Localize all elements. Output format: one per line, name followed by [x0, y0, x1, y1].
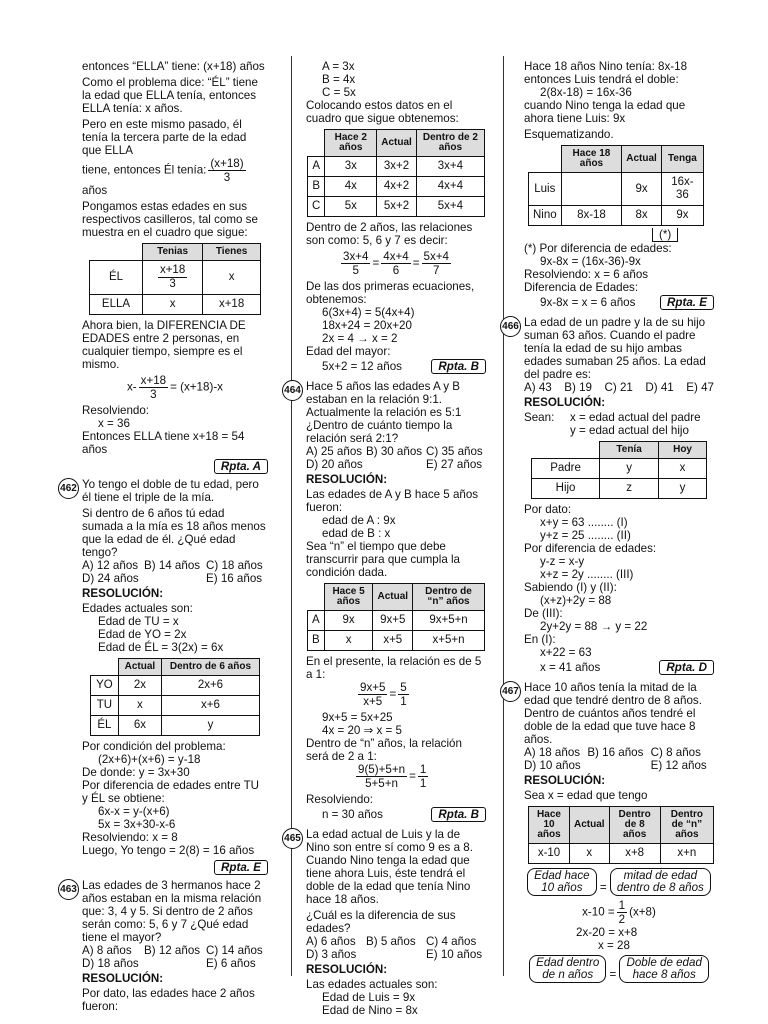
text: Doble de edad: [626, 956, 702, 969]
text-line: 6(3x+4) = 5(4x+4): [322, 306, 415, 319]
table-cell: 2x+6: [161, 676, 259, 696]
text-line: Colocando estos datos en el cuadro que sigue obtenemos:: [306, 99, 459, 125]
table-edad-tengo: [528, 806, 714, 864]
text-line: (x+z)+2y = 88: [540, 594, 612, 607]
table-corner: [308, 130, 325, 157]
word-equation: Edad hace 10 años = mitad de edad dentro de 8 años: [524, 868, 714, 896]
table-cell: x: [570, 844, 610, 864]
text-line: y-z = x-y: [540, 555, 585, 568]
table-cell: 16x-36: [661, 173, 703, 206]
numerator: x+18: [140, 374, 167, 387]
answer-badge: Rpta. E: [660, 295, 714, 310]
table-luis-nino: [528, 145, 704, 226]
problem-statement: Si dentro de 6 años tú edad sumada a la mía es 18 años menos que la edad de él. ¿Qué edad tengo?: [82, 507, 266, 559]
option: E) 12 años: [650, 759, 707, 772]
numerator: 9(5)+5+n: [358, 763, 406, 776]
table-corner: [91, 659, 119, 676]
numerator: x+18: [159, 264, 186, 276]
column-2: [284, 60, 486, 1017]
text-line: Edad de Nino = 8x: [322, 1004, 418, 1017]
table-header: Actual: [622, 146, 662, 173]
table-cell: [142, 261, 202, 295]
text-line: Pero en este mismo pasado, él tenía la tercera parte de la edad que ELLA: [82, 118, 247, 157]
text-line: Edades actuales son:: [82, 602, 193, 615]
text: dentro de 8 años: [616, 881, 704, 894]
table-header: Actual: [118, 659, 161, 676]
text-line: A = 3x: [322, 60, 355, 73]
answer-options: [306, 445, 486, 471]
text: Edad dentro: [536, 956, 600, 969]
text-line: Por condición del problema:: [82, 740, 226, 753]
table-cell: ÉL: [90, 261, 143, 295]
text-line: Edad de YO = 2x: [98, 628, 187, 641]
problem-463: [60, 879, 268, 1013]
table-header: Hace 10 años: [529, 807, 570, 844]
table-cell: YO: [91, 676, 119, 696]
resolution-heading: RESOLUCIÓN:: [524, 774, 606, 787]
text-line: 2x-20 = x+8: [576, 926, 638, 939]
problem-465: [284, 828, 486, 1017]
table-corner: [90, 244, 143, 261]
problem-statement: Las edades de 3 hermanos hace 2 años estaban en la misma relación que: 3, 4 y 5. Si dentro de 2 años serán como: 5, 6 y 7 ¿Qué edad tiene el mayor?: [82, 879, 262, 944]
table-header: Dentro de 6 años: [161, 659, 259, 676]
table-cell: 3x+4: [416, 157, 484, 177]
equation: [524, 899, 714, 926]
table-cell: Hijo: [532, 479, 600, 499]
table-header: Tienes: [203, 244, 261, 261]
table-header: Hace 2 años: [325, 130, 377, 157]
option: B) 12 años: [144, 944, 201, 957]
denominator: 3: [223, 171, 231, 184]
resolution-heading: RESOLUCIÓN:: [306, 963, 388, 976]
resolution-heading: RESOLUCIÓN:: [82, 972, 164, 985]
numerator: 4x+4: [383, 250, 409, 263]
table-cell: x+n: [660, 844, 713, 864]
text-line: C = 5x: [322, 86, 356, 99]
text-line: 9x+5 = 5x+25: [322, 711, 393, 724]
text-line: Resolviendo: x = 6 años: [524, 268, 649, 281]
text-line: Por dato:: [524, 503, 572, 516]
numerator: 5: [400, 681, 407, 694]
text-line: y = edad actual del hijo: [570, 424, 689, 437]
table-ab: [307, 583, 485, 651]
denominator: 1: [400, 695, 407, 708]
table-cell: 4x+4: [416, 177, 484, 197]
denominator: 3: [150, 388, 157, 401]
option: C) 4 años: [426, 935, 477, 948]
answer-badge: Rpta. B: [431, 359, 486, 374]
equation: $\frac{9(5)+5+n}{5+5+n}$ = $\frac{1}{1}$: [358, 763, 427, 790]
denominator: 5: [352, 264, 359, 277]
problem-statement: Hace 10 años tenía la mitad de la edad que tendré dentro de 8 años. Dentro de cuántos años tendré el doble de la edad que tuve hace 8 años.: [524, 681, 702, 746]
text-line: (*) Por diferencia de edades:: [524, 242, 672, 255]
problem-statement: ¿Cuál es la diferencia de sus edades?: [306, 909, 456, 935]
table-cell: 8x-18: [561, 206, 622, 226]
text-line: x = 28: [598, 939, 630, 952]
table-header: Tenga: [661, 146, 703, 173]
problem-statement: Yo tengo el doble de tu edad, pero él tiene el triple de la mía.: [82, 478, 259, 504]
numerator: 3x+4: [343, 250, 369, 263]
denominator: 5+5+n: [365, 777, 398, 790]
problem-number-badge: 467: [500, 681, 521, 702]
table-cell: x: [142, 295, 202, 315]
word-equation: Edad dentro de n años = Doble de edad hace 8 años: [524, 955, 714, 983]
text-line: De donde: y = 3x+30: [82, 766, 190, 779]
numerator: 1: [419, 763, 427, 776]
text-line: Las edades actuales son:: [306, 978, 438, 991]
fraction: [208, 157, 245, 184]
table-header: Hace 5 años: [324, 584, 373, 611]
problem-467: [502, 681, 714, 983]
text-line: Edad de TU = x: [98, 615, 179, 628]
option: A) 8 años: [82, 944, 132, 957]
text-line: Resolviendo:: [306, 793, 374, 806]
text-line: Por diferencia de edades entre TU y ÉL se obtiene:: [82, 779, 260, 805]
table-header: Dentro de “n” años: [413, 584, 485, 611]
table-cell: ELLA: [90, 295, 143, 315]
problem-466: [502, 316, 714, 675]
table-cell: x+5+n: [413, 631, 485, 651]
text-line: 6x-x = y-(x+6): [98, 805, 170, 818]
text: x-10 =: [582, 905, 615, 919]
text-line: Por diferencia de edades:: [524, 542, 657, 555]
text: años: [82, 184, 108, 197]
text-line: Como el problema dice: “ÉL” tiene la edad que ELLA tenía, entonces ELLA tenía: x años.: [82, 76, 258, 115]
text-line: n = 30 años: [322, 807, 383, 821]
answer-badge: Rpta. D: [659, 660, 714, 675]
option: C) 14 años: [206, 944, 263, 957]
option: A) 43: [524, 381, 552, 394]
option: E) 27 años: [426, 458, 483, 471]
table-padre-hijo: [531, 441, 707, 499]
option: D) 18 años: [82, 957, 139, 970]
text-line: Resolviendo: x = 8: [82, 831, 178, 844]
option: A) 18 años: [524, 746, 581, 759]
denominator: 7: [433, 264, 440, 277]
table-cell: 3x+2: [377, 157, 417, 177]
table-cell: z: [600, 479, 659, 499]
option: E) 16 años: [206, 572, 263, 585]
problem-statement: Hace 5 años las edades A y B estaban en la relación 9:1. Actualmente la relación es 5:1 ¿Dentro de cuánto tiempo la relación será 2:1?: [306, 380, 462, 445]
text-line: Entonces ELLA tiene x+18 = 54 años: [82, 430, 245, 456]
option: D) 24 años: [82, 572, 139, 585]
text-line: 2x = 4 → x = 2: [322, 332, 398, 345]
answer-options: [524, 746, 714, 772]
table-header: Hoy: [659, 442, 707, 459]
text-line: x+22 = 63: [540, 646, 592, 659]
numerator: 9x+5: [360, 681, 386, 694]
denominator: 2: [618, 913, 626, 926]
text-line: En (I):: [524, 633, 556, 646]
text-line: 5x+2 = 12 años: [322, 359, 402, 373]
text-line: cuando Nino tenga la edad que ahora tiene Luis: 9x: [524, 99, 686, 125]
text-line: 2(8x-18) = 16x-36: [540, 86, 632, 99]
table-corner: [308, 584, 325, 611]
text-line: 9x-8x = x = 6 años: [540, 295, 636, 309]
table-header: Actual: [570, 807, 610, 844]
table-cell: y: [659, 479, 707, 499]
table-cell: TU: [91, 696, 119, 716]
table-cell: ÉL: [91, 716, 119, 736]
resolution-heading: RESOLUCIÓN:: [524, 396, 606, 409]
option: A) 25 años: [306, 445, 363, 458]
text-line: Dentro de 2 años, las relaciones son como: 5, 6 y 7 es decir:: [306, 221, 473, 247]
text-line: Sea “n” el tiempo que debe transcurrir para que cumpla la condición dada.: [306, 540, 461, 579]
text-line: y+z = 25 ........ (II): [540, 529, 631, 542]
option: C) 21: [604, 381, 633, 394]
text-line: 5x = 3x+30-x-6: [98, 818, 176, 831]
option: D) 10 años: [524, 759, 581, 772]
table-cell: 9x: [622, 173, 662, 206]
table-cell: 5x+4: [416, 197, 484, 217]
text-line: Hace 18 años Nino tenía: 8x-18: [524, 60, 688, 73]
table-cell: x+8: [609, 844, 660, 864]
option: E) 47: [686, 381, 714, 394]
table-header: Dentro de “n” años: [660, 807, 713, 844]
table-header: Actual: [373, 584, 413, 611]
column-divider: [503, 56, 504, 976]
table-cell: 2x: [118, 676, 161, 696]
denominator: 1: [419, 777, 427, 790]
table-abc: [307, 129, 485, 217]
problem-number-badge: 464: [282, 380, 303, 401]
problem-number-badge: 466: [500, 316, 521, 337]
text: tiene, entonces Él tenía:: [82, 163, 207, 177]
equation: $\frac{9x+5}{x+5}$ = $\frac{5}{1}$: [360, 681, 407, 708]
resolution-heading: RESOLUCIÓN:: [306, 473, 388, 486]
text-line: Resolviendo:: [82, 404, 150, 417]
table-header: Dentro de 8 años: [609, 807, 660, 844]
text-line: x = 36: [98, 417, 130, 430]
text-line: 9x-8x = (16x-36)-9x: [540, 255, 641, 268]
table-header: Tenias: [142, 244, 202, 261]
option: A) 6 años: [306, 935, 356, 948]
column-3: [502, 60, 714, 983]
denominator: x+5: [363, 695, 383, 708]
table-corner: [529, 146, 562, 173]
option: B) 16 años: [587, 746, 644, 759]
bracket-note: [524, 228, 714, 242]
table-cell: B: [308, 177, 325, 197]
table-cell: Nino: [529, 206, 562, 226]
problem-462: [60, 478, 268, 875]
text: hace 8 años: [632, 968, 696, 981]
table-header: Dentro de 2 años: [416, 130, 484, 157]
option: B) 30 años: [366, 445, 423, 458]
numerator: 1: [618, 899, 626, 912]
equation: $\frac{3x+4}{5}$ = $\frac{4x+4}{6}$ = $\frac{5x+4}{7}$: [343, 250, 449, 277]
table-cell: 4x: [325, 177, 377, 197]
table-cell: x: [203, 261, 261, 295]
numerator: (x+18): [210, 157, 244, 170]
table-cell: y: [161, 716, 259, 736]
definitions: [524, 411, 714, 437]
text: Sean:: [524, 411, 555, 424]
answer-options: [82, 559, 268, 585]
table-cell: C: [308, 197, 325, 217]
table-cell: x-10: [529, 844, 570, 864]
table-cell: y: [600, 459, 659, 479]
text-line: 18x+24 = 20x+20: [322, 319, 412, 332]
option: D) 20 años: [306, 458, 363, 471]
text-line: Edad del mayor:: [306, 345, 391, 358]
table-header: Actual: [377, 130, 417, 157]
text-line: edad de A : 9x: [322, 514, 396, 527]
text-line: edad de B : x: [322, 527, 391, 540]
table-cell: 9x+5: [373, 611, 413, 631]
option: C) 18 años: [206, 559, 263, 572]
answer-options: [524, 381, 714, 394]
option: A) 12 años: [82, 559, 139, 572]
text-line: Pongamos estas edades en sus respectivos casilleros, tal como se muestra en el cuadro que sigue:: [82, 200, 258, 239]
text-line: Luego, Yo tengo = 2(8) = 16 años: [82, 844, 255, 857]
table-cell: 9x: [661, 206, 703, 226]
answer-badge: Rpta. A: [214, 459, 268, 474]
answer-options: [306, 935, 486, 961]
text-line: x = edad actual del padre: [570, 411, 701, 424]
table-cell: x+5: [373, 631, 413, 651]
text-line: (2x+6)+(x+6) = y-18: [98, 753, 201, 766]
denominator: 6: [392, 264, 400, 277]
resolution-heading: RESOLUCIÓN:: [82, 587, 164, 600]
table-cell: B: [308, 631, 325, 651]
table-header: Hace 18 años: [561, 146, 622, 173]
option: C) 8 años: [650, 746, 701, 759]
text-line: B = 4x: [322, 73, 356, 86]
text-line: De las dos primeras ecuaciones, obtenemos:: [306, 280, 475, 306]
text-line: entonces “ELLA” tiene: (x+18) años: [82, 60, 265, 73]
problem-statement: La edad actual de Luis y la de Nino son entre sí como 9 es a 8. Cuando Nino tenga la edad que tiene ahora Luis, éste tendrá el doble de la edad que tenía Nino hace 18 años.: [306, 828, 473, 906]
equation: [82, 374, 268, 401]
bracket-label: (*): [652, 228, 678, 242]
text-line: x+y = 63 ........ (I): [540, 516, 628, 529]
option: B) 5 años: [366, 935, 416, 948]
text-line: De (III):: [524, 607, 563, 620]
problem-statement: La edad de un padre y la de su hijo suman 63 años. Cuando el padre tenía la edad de su hijo ambas edades sumaban 25 años. La edad del padre es:: [524, 316, 706, 381]
table-cell: 8x: [622, 206, 662, 226]
table-cell: 5x+2: [377, 197, 417, 217]
text: 10 años: [541, 881, 583, 894]
text-line: x = 41 años: [540, 660, 601, 674]
table-cell: 3x: [325, 157, 377, 177]
text-line: 4x = 20 ⇒ x = 5: [322, 724, 402, 737]
problem-464: [284, 380, 486, 822]
option: D) 3 años: [306, 948, 357, 961]
answer-badge: Rpta. E: [214, 860, 268, 875]
answer-options: [82, 944, 268, 970]
numerator: 5x+4: [423, 250, 449, 263]
text-line: En el presente, la relación es de 5 a 1:: [306, 655, 482, 681]
denominator: 3: [169, 278, 176, 290]
table-header: Tenía: [600, 442, 659, 459]
answer-badge: Rpta. B: [431, 807, 486, 822]
problem-number-badge: 462: [58, 478, 79, 499]
option: C) 35 años: [426, 445, 483, 458]
table-cell: 5x: [325, 197, 377, 217]
table-cell: x+6: [161, 696, 259, 716]
text: (x+8): [629, 905, 656, 919]
table-cell: A: [308, 611, 325, 631]
text-line: Dentro de “n” años, la relación será de 2 a 1:: [306, 737, 462, 763]
table-cell: 9x: [324, 611, 373, 631]
text-line: x+z = 2y ........ (III): [540, 568, 634, 581]
table-cell: x: [324, 631, 373, 651]
option: E) 10 años: [426, 948, 483, 961]
problem-number-badge: 463: [58, 879, 79, 900]
option: E) 6 años: [206, 957, 256, 970]
text: mitad de edad: [623, 869, 698, 882]
text-line: Edad de ÉL = 3(2x) = 6x: [98, 641, 224, 654]
text-line: Por dato, las edades hace 2 años fueron:: [82, 987, 255, 1013]
table-cell: Luis: [529, 173, 562, 206]
table-cell: x+18: [203, 295, 261, 315]
table-cell: [561, 173, 622, 206]
table-cell: A: [308, 157, 325, 177]
problem-number-badge: 465: [282, 828, 303, 849]
table-cell: Padre: [532, 459, 600, 479]
text: x-: [127, 380, 137, 394]
text-line: Ahora bien, la DIFERENCIA DE EDADES entre 2 personas, en cualquier tiempo, siempre es el mismo.: [82, 319, 246, 371]
text-line: entonces Luis tendrá el doble:: [524, 73, 679, 86]
text-line: Edad de Luis = 9x: [322, 991, 416, 1004]
option: D) 41: [645, 381, 674, 394]
text-line: Sabiendo (I) y (II):: [524, 581, 617, 594]
table-cell: x: [659, 459, 707, 479]
table-cell: 9x+5+n: [413, 611, 485, 631]
text-line: Las edades de A y B hace 5 años fueron:: [306, 488, 479, 514]
option: B) 19: [564, 381, 592, 394]
text: = (x+18)-x: [170, 380, 223, 394]
table-corner: [532, 442, 600, 459]
table-cell: x: [118, 696, 161, 716]
option: B) 14 años: [144, 559, 201, 572]
equation: [82, 157, 268, 197]
table-yo-tu-el: [90, 658, 260, 736]
table-edades-ella-el: [89, 243, 261, 315]
text-line: Diferencia de Edades:: [524, 281, 639, 294]
column-1: [60, 60, 268, 1013]
text-line: 2y+2y = 88 → y = 22: [540, 620, 648, 633]
table-cell: 4x+2: [377, 177, 417, 197]
text-line: Sea x = edad que tengo: [524, 789, 648, 802]
text: Edad hace: [534, 869, 590, 882]
text: de n años: [542, 968, 594, 981]
table-cell: 6x: [118, 716, 161, 736]
text-line: Esquematizando.: [524, 128, 614, 141]
